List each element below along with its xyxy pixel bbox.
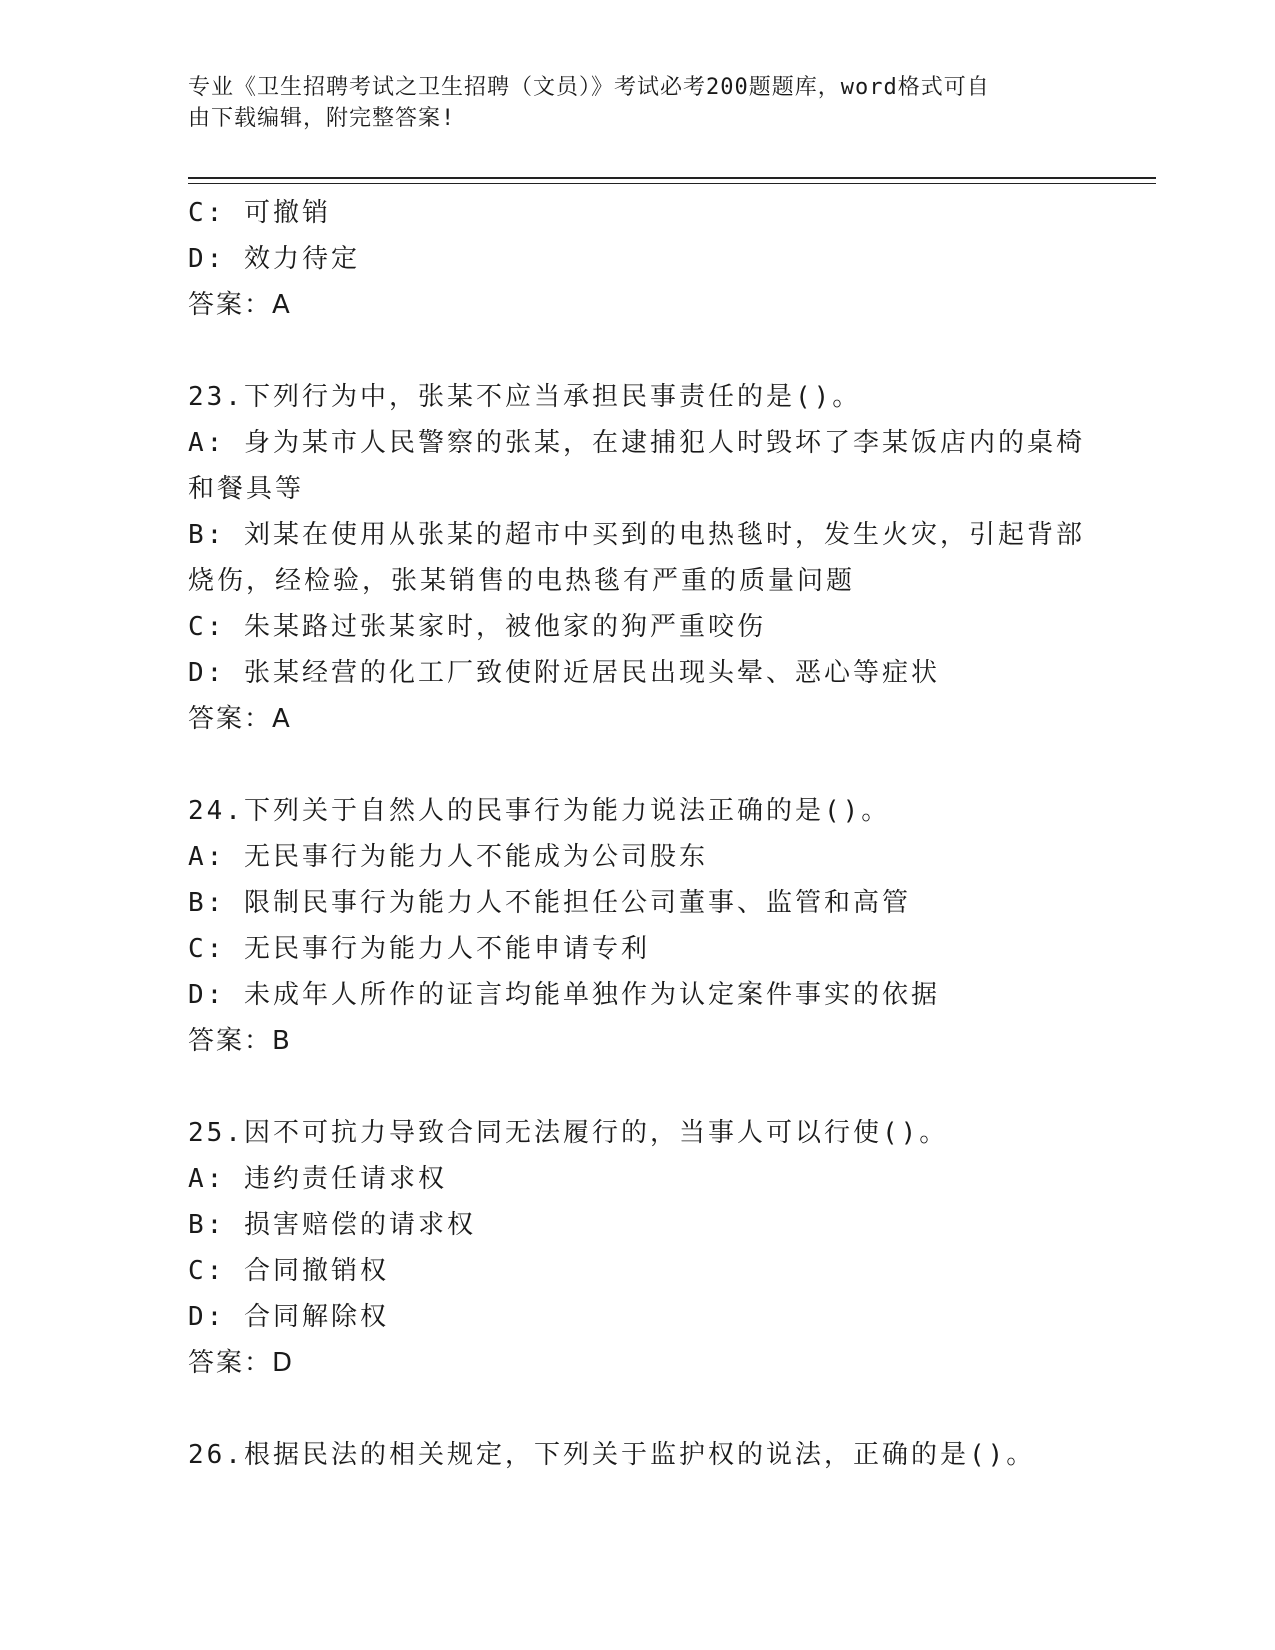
option-c: C: 可撤销 [188,198,331,228]
option-d: D: 合同解除权 [188,1302,389,1332]
document-header [188,72,1068,134]
header-rule-thin [188,183,1156,184]
question-26 [188,1432,1088,1478]
question-23 [188,374,1088,742]
option-d: D: 未成年人所作的证言均能单独作为认定案件事实的依据 [188,980,940,1010]
question-text: 25.因不可抗力导致合同无法履行的，当事人可以行使()。 [188,1118,949,1148]
spacer [188,1064,1088,1110]
option-b-continued: 烧伤，经检验，张某销售的电热毯有严重的质量问题 [188,566,856,596]
header-line-2: 由下载编辑，附完整答案! [188,106,456,131]
option-c: C: 合同撤销权 [188,1256,389,1286]
header-line-1: 专业《卫生招聘考试之卫生招聘（文员）》考试必考200题题库，word格式可自 [188,75,990,100]
option-d: D: 张某经营的化工厂致使附近居民出现头晕、恶心等症状 [188,658,940,688]
option-b: B: 损害赔偿的请求权 [188,1210,476,1240]
header-rule-thick [188,177,1156,179]
option-b: B: 刘某在使用从张某的超市中买到的电热毯时，发生火灾，引起背部 [188,520,1085,550]
option-a: A: 无民事行为能力人不能成为公司股东 [188,842,708,872]
document-body [188,190,1088,1478]
question-24 [188,788,1088,1064]
option-a: A: 身为某市人民警察的张某，在逮捕犯人时毁坏了李某饭店内的桌椅 [188,428,1085,458]
option-c: C: 无民事行为能力人不能申请专利 [188,934,650,964]
option-d: D: 效力待定 [188,244,360,274]
answer: 答案：A [188,290,292,320]
question-text: 23.下列行为中，张某不应当承担民事责任的是()。 [188,382,862,412]
option-a-continued: 和餐具等 [188,474,305,504]
spacer [188,1386,1088,1432]
answer: 答案：D [188,1348,295,1378]
spacer [188,328,1088,374]
option-c: C: 朱某路过张某家时，被他家的狗严重咬伤 [188,612,766,642]
question-25 [188,1110,1088,1386]
spacer [188,742,1088,788]
question-text: 24.下列关于自然人的民事行为能力说法正确的是()。 [188,796,891,826]
answer: 答案：B [188,1026,292,1056]
question-text: 26.根据民法的相关规定，下列关于监护权的说法，正确的是()。 [188,1440,1036,1470]
option-a: A: 违约责任请求权 [188,1164,447,1194]
option-b: B: 限制民事行为能力人不能担任公司董事、监管和高管 [188,888,911,918]
question-22-tail [188,190,1088,328]
answer: 答案：A [188,704,292,734]
